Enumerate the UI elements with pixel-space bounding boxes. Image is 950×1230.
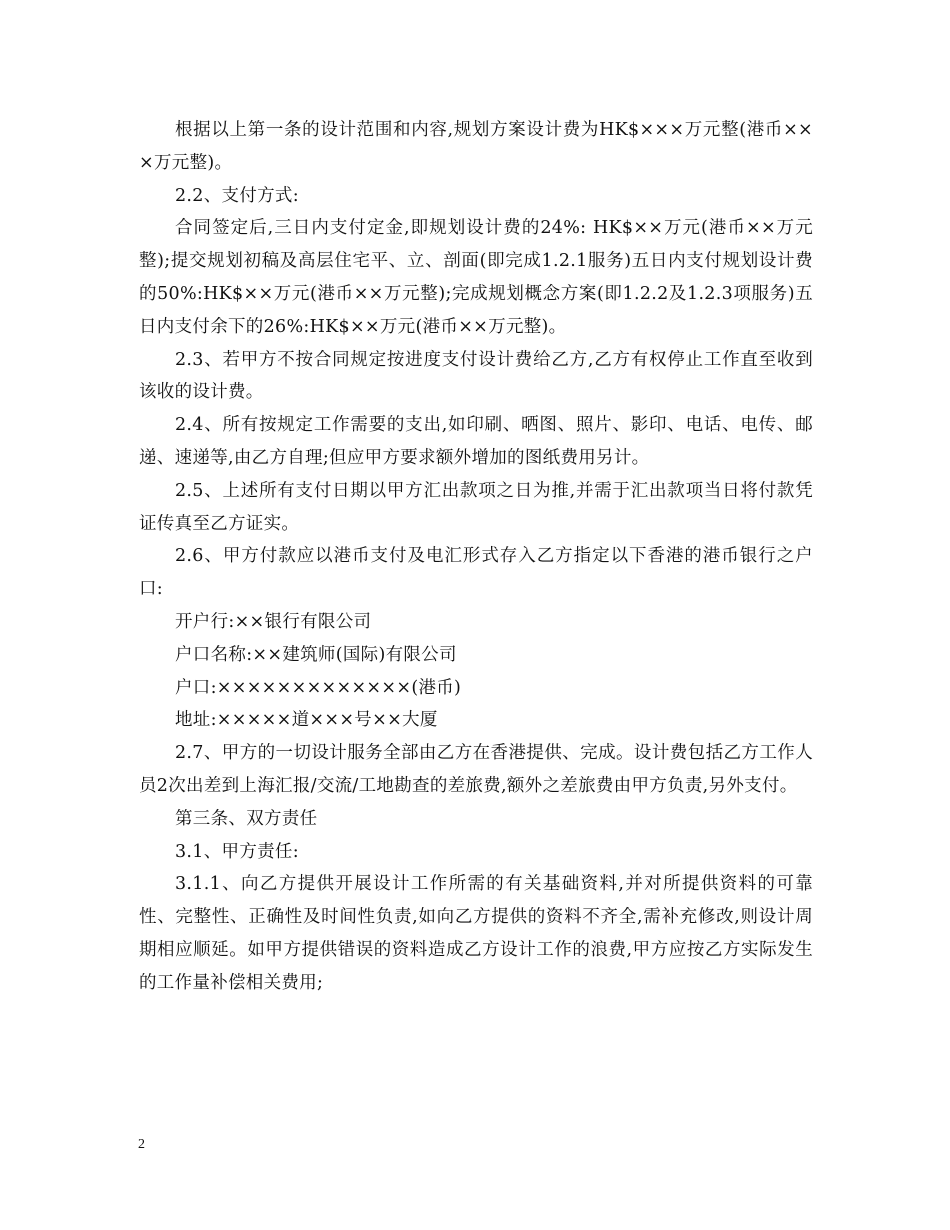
page-number: 2 [138,1137,145,1152]
paragraph-bank-name: 开户行:××银行有限公司 [175,611,372,632]
paragraph-2-5: 2.5、上述所有支付日期以甲方汇出款项之日为推,并需于汇出款项当日将付款凭证传真至乙方证实。 [139,480,813,534]
paragraph-address: 地址:×××××道×××号××大厦 [175,710,438,731]
document-body [139,114,813,1000]
paragraph-2-4: 2.4、所有按规定工作需要的支出,如印刷、晒图、照片、影印、电话、电传、邮递、速递等,由乙方自理;但应甲方要求额外增加的图纸费用另计。 [139,415,813,468]
paragraph-2-3: 2.3、若甲方不按合同规定按进度支付设计费给乙方,乙方有权停止工作直至收到该收的设计费。 [139,349,813,403]
paragraph-design-fee: 根据以上第一条的设计范围和内容,规划方案设计费为HK$×××万元整(港币×××万元整)。 [139,120,813,173]
paragraph-account-number: 户口:×××××××××××××(港币) [175,677,462,698]
paragraph-payment-schedule: 合同签定后,三日内支付定金,即规划设计费的24%: HK$××万元(港币××万元整);提交规划初稿及高层住宅平、立、剖面(即完成1.2.1服务)五日内支付规划设计费的50%:HK$××万元(港币××万元整);完成规划概念方案(即1.2.2及1.2.3项服务)五日内支付余下的26%:HK$××万元(港币××万元整)。 [139,218,813,337]
paragraph-account-name: 户口名称:××建筑师(国际)有限公司 [175,644,457,665]
paragraph-2-6: 2.6、甲方付款应以港币支付及电汇形式存入乙方指定以下香港的港币银行之户口: [139,546,813,600]
paragraph-2-2-heading: 2.2、支付方式: [175,185,299,206]
paragraph-2-7: 2.7、甲方的一切设计服务全部由乙方在香港提供、完成。设计费包括乙方工作人员2次出差到上海汇报/交流/工地勘查的差旅费,额外之差旅费由甲方负责,另外支付。 [139,743,813,796]
section-three-heading: 第三条、双方责任 [175,808,318,829]
paragraph-3-1-heading: 3.1、甲方责任: [175,841,299,862]
paragraph-3-1-1: 3.1.1、向乙方提供开展设计工作所需的有关基础资料,并对所提供资料的可靠性、完整性、正确性及时间性负责,如向乙方提供的资料不齐全,需补充修改,则设计周期相应顺延。如甲方提供错误的资料造成乙方设计工作的浪费,甲方应按乙方实际发生的工作量补偿相关费用; [139,874,813,993]
